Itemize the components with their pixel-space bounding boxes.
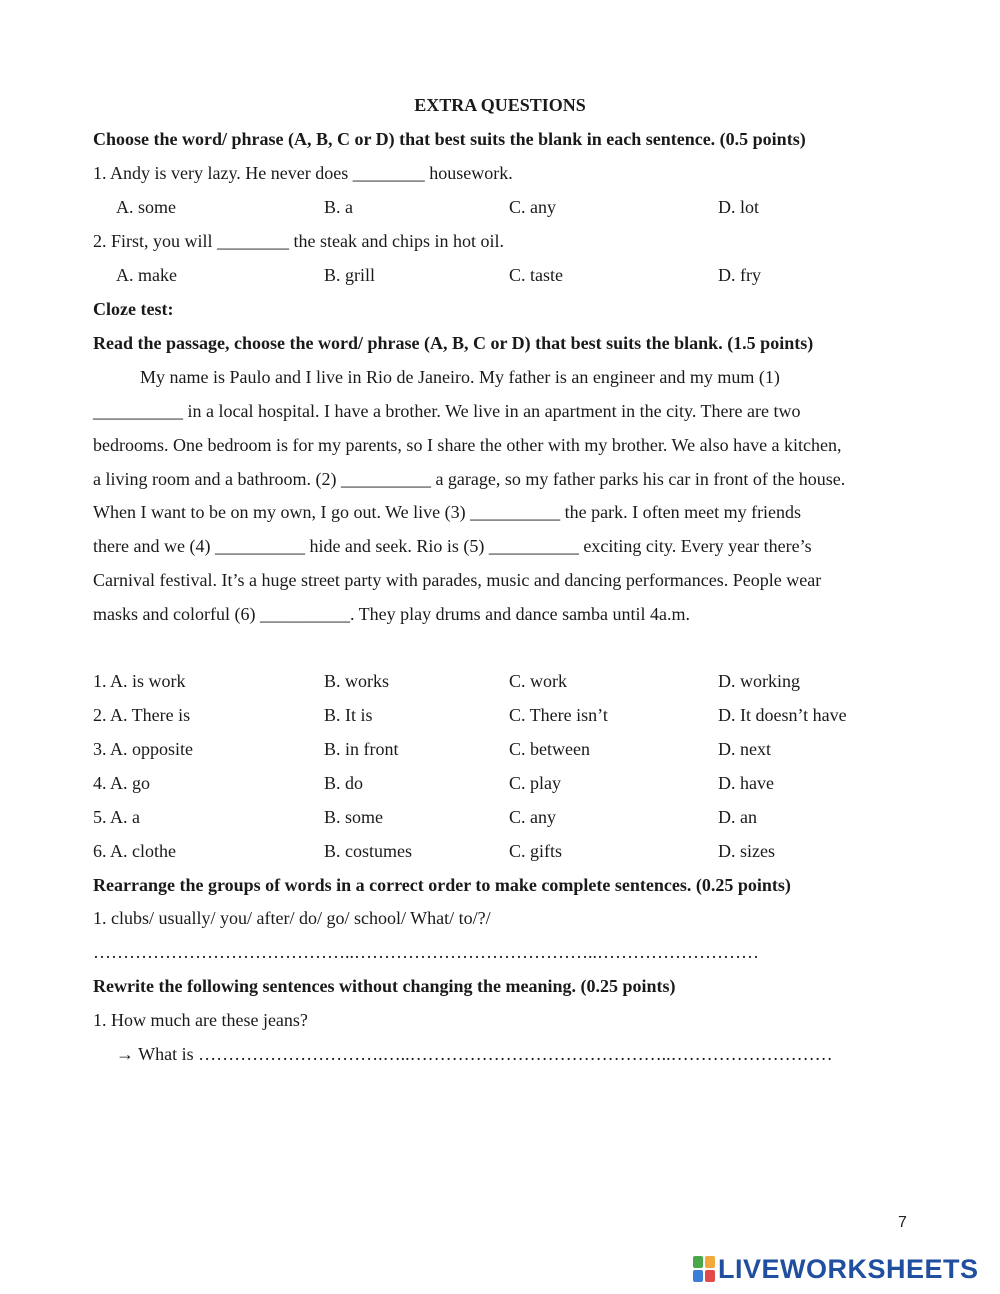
option-a[interactable]: 6. A. clothe <box>93 841 176 861</box>
option-a[interactable]: A. some <box>116 197 176 217</box>
option-a[interactable]: 4. A. go <box>93 773 151 793</box>
option-b[interactable]: B. works <box>324 671 390 691</box>
cloze-answer-row <box>93 806 993 828</box>
option-c[interactable]: C. play <box>509 773 561 793</box>
option-d[interactable]: D. It doesn’t have <box>718 705 847 725</box>
question-1-stem: 1. Andy is very lazy. He never does ________ housework. <box>93 163 513 183</box>
passage-line: bedrooms. One bedroom is for my parents, so I share the other with my brother. We also have a kitchen, <box>93 435 842 455</box>
cloze-answer-row <box>93 840 993 862</box>
option-a[interactable]: 5. A. a <box>93 807 140 827</box>
cloze-label: Cloze test: <box>93 299 174 319</box>
passage-line: When I want to be on my own, I go out. We live (3) __________ the park. I often meet my friends <box>93 502 802 522</box>
passage-line: a living room and a bathroom. (2) __________ a garage, so my father parks his car in front of the house. <box>93 469 846 489</box>
option-c[interactable]: C. taste <box>509 265 563 285</box>
passage-line: My name is Paulo and I live in Rio de Janeiro. My father is an engineer and my mum (1) <box>140 367 780 387</box>
option-c[interactable]: C. any <box>509 197 556 217</box>
cloze-answer-row <box>93 704 993 726</box>
page-title: EXTRA QUESTIONS <box>414 95 586 115</box>
option-a[interactable]: A. make <box>116 265 177 285</box>
option-a[interactable]: 1. A. is work <box>93 671 186 691</box>
option-b[interactable]: B. costumes <box>324 841 412 861</box>
option-d[interactable]: D. lot <box>718 197 760 217</box>
option-c[interactable]: C. between <box>509 739 590 759</box>
cloze-instruction: Read the passage, choose the word/ phrase (A, B, C or D) that best suits the blank. (1.5 points) <box>93 333 814 353</box>
section1-instruction: Choose the word/ phrase (A, B, C or D) that best suits the blank in each sentence. (0.5 points) <box>93 129 806 149</box>
passage-line: __________ in a local hospital. I have a brother. We live in an apartment in the city. There are two <box>93 401 801 421</box>
rewrite-instruction: Rewrite the following sentences without changing the meaning. (0.25 points) <box>93 976 676 996</box>
option-d[interactable]: D. working <box>718 671 800 691</box>
liveworksheets-logo <box>693 1254 979 1284</box>
rewrite-item: 1. How much are these jeans? <box>93 1010 308 1030</box>
question-2-stem: 2. First, you will ________ the steak and chips in hot oil. <box>93 231 504 251</box>
option-d[interactable]: D. an <box>718 807 757 827</box>
rearrange-instruction: Rearrange the groups of words in a correct order to make complete sentences. (0.25 points) <box>93 875 791 895</box>
cloze-answer-row <box>93 772 993 794</box>
passage-line: Carnival festival. It’s a huge street party with parades, music and dancing performances. People wear <box>93 570 822 590</box>
option-d[interactable]: D. have <box>718 773 774 793</box>
question-1-options <box>93 196 993 218</box>
option-b[interactable]: B. a <box>324 197 353 217</box>
cloze-answer-row <box>93 670 993 692</box>
cloze-answer-row <box>93 738 993 760</box>
page-number: 7 <box>898 1214 907 1231</box>
passage-line: masks and colorful (6) __________. They play drums and dance samba until 4a.m. <box>93 604 691 624</box>
option-a[interactable]: 3. A. opposite <box>93 739 194 759</box>
option-b[interactable]: B. in front <box>324 739 399 759</box>
option-b[interactable]: B. It is <box>324 705 373 725</box>
option-c[interactable]: C. any <box>509 807 556 827</box>
passage-line: there and we (4) __________ hide and seek. Rio is (5) __________ exciting city. Every year there’s <box>93 536 812 556</box>
rearrange-item: 1. clubs/ usually/ you/ after/ do/ go/ school/ What/ to/?/ <box>93 908 491 928</box>
option-b[interactable]: B. grill <box>324 265 376 285</box>
rearrange-answer-line[interactable]: ……………………………………..…………………………………..……………………… <box>93 942 759 962</box>
logo-text: LIVEWORKSHEETS <box>718 1254 979 1284</box>
option-a[interactable]: 2. A. There is <box>93 705 191 725</box>
option-d[interactable]: D. next <box>718 739 771 759</box>
option-c[interactable]: C. work <box>509 671 567 691</box>
option-b[interactable]: B. do <box>324 773 364 793</box>
logo-icon <box>693 1256 715 1282</box>
option-d[interactable]: D. sizes <box>718 841 775 861</box>
option-b[interactable]: B. some <box>324 807 384 827</box>
option-c[interactable]: C. gifts <box>509 841 563 861</box>
rewrite-answer-line[interactable]: → What is ………………………….…..……………………………………..……………………… <box>116 1044 833 1064</box>
option-d[interactable]: D. fry <box>718 265 761 285</box>
question-2-options <box>93 264 993 286</box>
option-c[interactable]: C. There isn’t <box>509 705 608 725</box>
